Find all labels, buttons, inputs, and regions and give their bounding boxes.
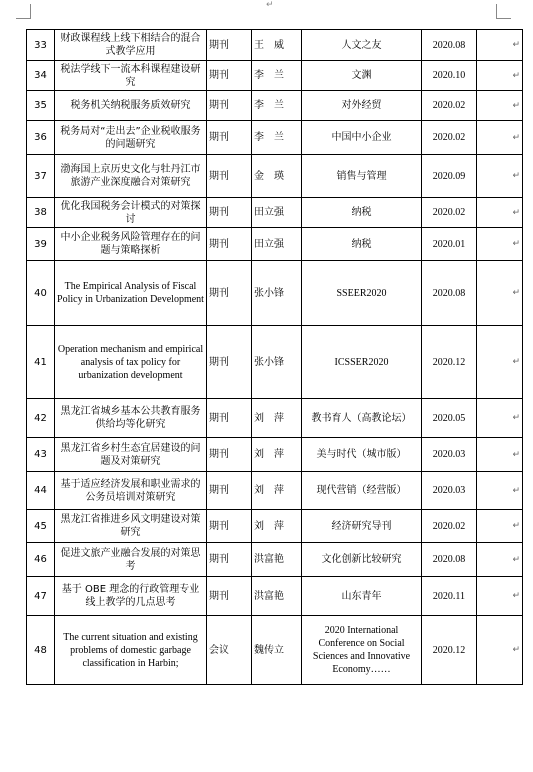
paper-title: 渤海国上京历史文化与牡丹江市旅游产业深度融合对策研究 [55, 155, 207, 198]
empty-cell [477, 91, 523, 121]
table-row [27, 198, 523, 228]
publication-venue: 中国中小企业 [302, 121, 422, 155]
publication-venue: 经济研究导刊 [302, 510, 422, 543]
table-row [27, 399, 523, 438]
row-number: 48 [27, 616, 55, 685]
row-number: 41 [27, 326, 55, 399]
table-row [27, 510, 523, 543]
empty-cell [477, 121, 523, 155]
row-number: 33 [27, 30, 55, 61]
paragraph-mark: ↵ [266, 0, 274, 10]
paragraph-mark: ↵ [512, 100, 520, 111]
table-row [27, 61, 523, 91]
paragraph-mark: ↵ [512, 485, 520, 496]
author-name: 李 兰 [252, 91, 302, 121]
paper-title: 促进文旅产业融合发展的对策思考 [55, 543, 207, 577]
publication-venue: 销售与管理 [302, 155, 422, 198]
paragraph-mark: ↵ [512, 591, 520, 601]
empty-cell [477, 228, 523, 261]
table-row [27, 577, 523, 616]
paragraph-mark: ↵ [512, 357, 520, 367]
author-name: 金 瑛 [252, 155, 302, 198]
paragraph-mark: ↵ [512, 171, 520, 181]
paper-title: 优化我国税务会计模式的对策探讨 [55, 198, 207, 228]
table-row [27, 30, 523, 61]
publication-type: 期刊 [207, 399, 252, 438]
publication-date: 2020.02 [422, 91, 477, 121]
empty-cell [477, 198, 523, 228]
paragraph-mark: ↵ [512, 521, 520, 531]
publication-type: 期刊 [207, 577, 252, 616]
empty-cell [477, 261, 523, 326]
paper-title: The Empirical Analysis of Fiscal Policy in Urbanization Development [55, 261, 207, 326]
table-row [27, 155, 523, 198]
publication-type: 期刊 [207, 438, 252, 472]
empty-cell [477, 155, 523, 198]
empty-cell [477, 472, 523, 510]
publication-date: 2020.08 [422, 261, 477, 326]
publication-venue: 美与时代（城市版） [302, 438, 422, 472]
paragraph-mark: ↵ [512, 413, 520, 423]
row-number: 44 [27, 472, 55, 510]
publication-date: 2020.03 [422, 438, 477, 472]
publication-date: 2020.12 [422, 616, 477, 685]
paper-title: 税务局对“走出去”企业税收服务的问题研究 [55, 121, 207, 155]
publication-venue: 文渊 [302, 61, 422, 91]
publication-date: 2020.08 [422, 543, 477, 577]
publication-type: 期刊 [207, 121, 252, 155]
publication-date: 2020.10 [422, 61, 477, 91]
row-number: 36 [27, 121, 55, 155]
table-row [27, 121, 523, 155]
margin-corner-mark-left [16, 4, 31, 19]
paragraph-mark: ↵ [512, 207, 520, 218]
author-name: 刘 萍 [252, 510, 302, 543]
publication-type: 期刊 [207, 30, 252, 61]
publication-date: 2020.02 [422, 198, 477, 228]
author-name: 张小锋 [252, 261, 302, 326]
author-name: 刘 萍 [252, 399, 302, 438]
empty-cell [477, 577, 523, 616]
paper-title: 中小企业税务风险管理存在的问题与策略探析 [55, 228, 207, 261]
table-row [27, 616, 523, 685]
table-row [27, 228, 523, 261]
margin-corner-mark-right [496, 4, 511, 19]
author-name: 李 兰 [252, 121, 302, 155]
author-name: 张小锋 [252, 326, 302, 399]
publication-date: 2020.09 [422, 155, 477, 198]
table-row [27, 261, 523, 326]
publication-venue: 对外经贸 [302, 91, 422, 121]
publication-type: 期刊 [207, 543, 252, 577]
publication-type: 期刊 [207, 228, 252, 261]
table-row [27, 438, 523, 472]
empty-cell [477, 510, 523, 543]
author-name: 魏传立 [252, 616, 302, 685]
publication-type: 期刊 [207, 198, 252, 228]
publication-type: 期刊 [207, 261, 252, 326]
author-name: 刘 萍 [252, 438, 302, 472]
publication-venue: 2020 International Conference on Social Sciences and Innovative Economy…… [302, 616, 422, 685]
row-number: 43 [27, 438, 55, 472]
empty-cell [477, 543, 523, 577]
publication-type: 期刊 [207, 61, 252, 91]
paragraph-mark: ↵ [512, 288, 520, 298]
publication-venue: 文化创新比较研究 [302, 543, 422, 577]
author-name: 李 兰 [252, 61, 302, 91]
row-number: 47 [27, 577, 55, 616]
row-number: 37 [27, 155, 55, 198]
row-number: 35 [27, 91, 55, 121]
publication-date: 2020.02 [422, 510, 477, 543]
publication-venue: ICSSER2020 [302, 326, 422, 399]
publication-date: 2020.01 [422, 228, 477, 261]
paragraph-mark: ↵ [512, 554, 520, 565]
publication-venue: 纳税 [302, 198, 422, 228]
publication-type: 期刊 [207, 91, 252, 121]
publication-date: 2020.12 [422, 326, 477, 399]
publication-type: 会议 [207, 616, 252, 685]
author-name: 洪富艳 [252, 577, 302, 616]
paper-title: 财政课程线上线下相结合的混合式教学应用 [55, 30, 207, 61]
table-row [27, 326, 523, 399]
paragraph-mark: ↵ [512, 40, 520, 50]
publication-venue: SSEER2020 [302, 261, 422, 326]
paper-title: 税法学线下一流本科课程建设研究 [55, 61, 207, 91]
author-name: 田立强 [252, 198, 302, 228]
paragraph-mark: ↵ [512, 645, 520, 655]
publication-table [26, 29, 523, 685]
row-number: 42 [27, 399, 55, 438]
publication-venue: 教书育人（高教论坛） [302, 399, 422, 438]
paper-title: 黑龙江省城乡基本公共教育服务供给均等化研究 [55, 399, 207, 438]
publication-type: 期刊 [207, 155, 252, 198]
row-number: 46 [27, 543, 55, 577]
paper-title: 黑龙江省乡村生态宜居建设的问题及对策研究 [55, 438, 207, 472]
author-name: 王 威 [252, 30, 302, 61]
publication-type: 期刊 [207, 326, 252, 399]
table-row [27, 472, 523, 510]
publication-venue: 现代营销（经营版） [302, 472, 422, 510]
paper-title: 税务机关纳税服务质效研究 [55, 91, 207, 121]
paper-title: The current situation and existing problems of domestic garbage classification in Harbin; [55, 616, 207, 685]
publication-venue: 人文之友 [302, 30, 422, 61]
empty-cell [477, 326, 523, 399]
paragraph-mark: ↵ [512, 132, 520, 143]
table-row [27, 543, 523, 577]
paper-title: 黑龙江省推进乡风文明建设对策研究 [55, 510, 207, 543]
publication-type: 期刊 [207, 472, 252, 510]
publication-date: 2020.11 [422, 577, 477, 616]
paragraph-mark: ↵ [512, 239, 520, 249]
publication-venue: 山东青年 [302, 577, 422, 616]
empty-cell [477, 61, 523, 91]
row-number: 40 [27, 261, 55, 326]
empty-cell [477, 438, 523, 472]
paper-title: 基于 OBE 理念的行政管理专业线上教学的几点思考 [55, 577, 207, 616]
paper-title: 基于适应经济发展和职业需求的公务员培训对策研究 [55, 472, 207, 510]
table-row [27, 91, 523, 121]
row-number: 34 [27, 61, 55, 91]
author-name: 刘 萍 [252, 472, 302, 510]
author-name: 田立强 [252, 228, 302, 261]
empty-cell [477, 30, 523, 61]
row-number: 39 [27, 228, 55, 261]
row-number: 45 [27, 510, 55, 543]
empty-cell [477, 616, 523, 685]
paper-title: Operation mechanism and empirical analysis of tax policy for urbanization development [55, 326, 207, 399]
author-name: 洪富艳 [252, 543, 302, 577]
empty-cell [477, 399, 523, 438]
publication-date: 2020.02 [422, 121, 477, 155]
paragraph-mark: ↵ [512, 449, 520, 460]
paragraph-mark: ↵ [512, 70, 520, 81]
publication-type: 期刊 [207, 510, 252, 543]
publication-date: 2020.08 [422, 30, 477, 61]
table-body [27, 30, 523, 685]
publication-venue: 纳税 [302, 228, 422, 261]
publication-date: 2020.05 [422, 399, 477, 438]
publication-date: 2020.03 [422, 472, 477, 510]
row-number: 38 [27, 198, 55, 228]
